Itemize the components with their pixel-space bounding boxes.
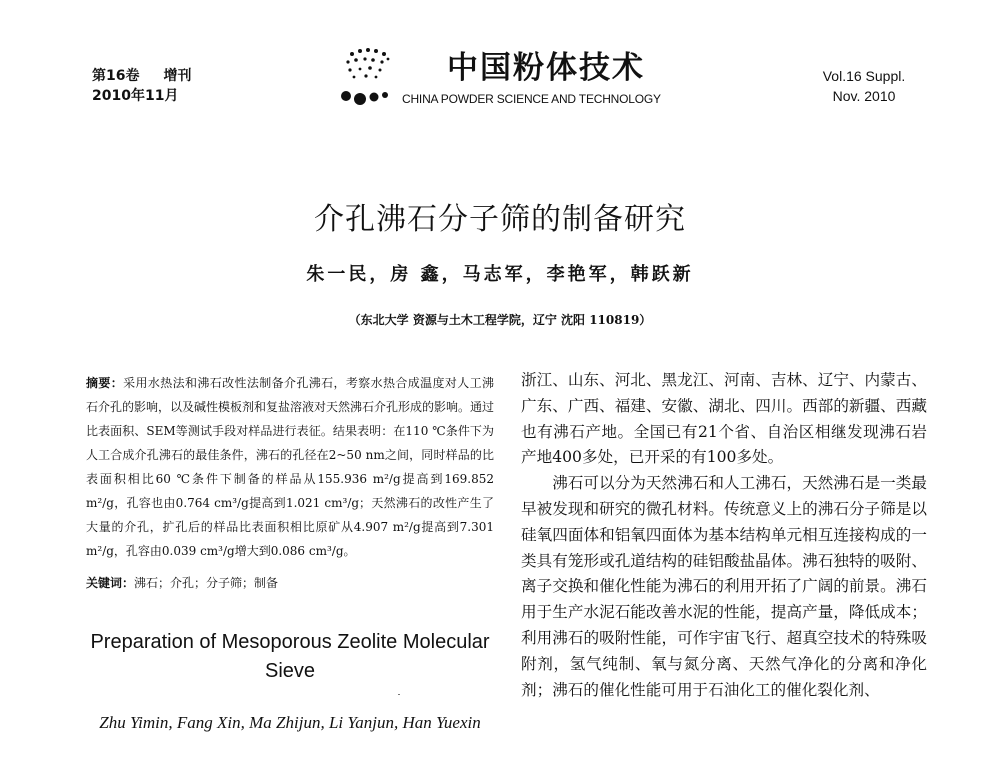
body-paragraph-1: 浙江、山东、河北、黑龙江、河南、吉林、辽宁、内蒙古、广东、广西、福建、安徽、湖北、四川。西部的新疆、西藏也有沸石产地。全国已有21个省、自治区相继发现沸石岩产地400多处，已开采的有100多处。 bbox=[521, 371, 927, 467]
volume-cn: 第16卷 bbox=[92, 68, 140, 84]
article-title: 介孔沸石分子筛的制备研究 bbox=[314, 202, 686, 237]
volume-en: Vol.16 Suppl. bbox=[822, 68, 906, 84]
abstract-label: 摘要： bbox=[86, 376, 124, 390]
keywords bbox=[86, 571, 494, 595]
journal-title-cn: 中国粉体技术 bbox=[447, 50, 645, 86]
journal-title-en: CHINA POWDER SCIENCE AND TECHNOLOGY bbox=[402, 92, 661, 106]
keywords-label: 关键词： bbox=[86, 576, 135, 590]
article-affiliation: （东北大学 资源与土木工程学院，辽宁 沈阳 110819） bbox=[348, 313, 652, 327]
english-title: Preparation of Mesoporous Zeolite Molecular Sieve bbox=[90, 631, 490, 682]
article-authors: 朱一民，房 鑫，马志军，李艳军，韩跃新 bbox=[306, 264, 694, 285]
abstract bbox=[86, 371, 494, 563]
abstract-text: 采用水热法和沸石改性法制备介孔沸石，考察水热合成温度对人工沸石介孔的影响，以及碱性模板剂和复盐溶液对天然沸石介孔形成的影响。通过比表面积、SEM等测试手段对样品进行表征。结果表明：在110 ℃条件下为人工合成介孔沸石的最佳条件，沸石的孔径在2~50 nm之间，同时样品的比表面积相比60 ℃条件下制备的样品从155.936 m²/g提高到169.852 m²/g，孔容也由0.764 cm³/g提高到1.021 cm³/g；天然沸石的改性产生了大量的介孔，扩孔后的样品比表面积相比原矿从4.907 m²/g提高到7.301 m²/g，孔容由0.039 cm³/g增大到0.086 cm³/g。 bbox=[86, 376, 495, 558]
header-left bbox=[92, 66, 191, 106]
issue-cn: 增刊 bbox=[163, 68, 192, 84]
body-paragraph-2: 沸石可以分为天然沸石和人工沸石，天然沸石是一类最早被发现和研究的微孔材料。传统意义上的沸石分子筛是以硅氧四面体和铝氧四面体为基本结构单元相互连接构成的一类具有笼形或孔道结构的硅铝酸盐晶体。沸石独特的吸附、离子交换和催化性能为沸石的利用开拓了广阔的前景。沸石用于生产水泥石能改善水泥的性能，提高产量，降低成本；利用沸石的吸附性能，可作宇宙飞行、超真空技术的特殊吸附剂，氢气纯制、氧与氮分离、天然气净化的分离和净化剂；沸石的催化性能可用于石油化工的催化裂化剂、 bbox=[521, 474, 927, 699]
divider-mark bbox=[398, 694, 400, 695]
english-authors: Zhu Yimin, Fang Xin, Ma Zhijun, Li Yanjun, Han Yuexin bbox=[99, 713, 481, 732]
keywords-text: 沸石；介孔；分子筛；制备 bbox=[134, 576, 279, 590]
date-en: Nov. 2010 bbox=[832, 88, 896, 104]
date-cn: 2010年11月 bbox=[92, 88, 179, 104]
body-column bbox=[521, 368, 927, 703]
header-right bbox=[790, 66, 938, 106]
journal-logo-icon bbox=[340, 46, 396, 106]
